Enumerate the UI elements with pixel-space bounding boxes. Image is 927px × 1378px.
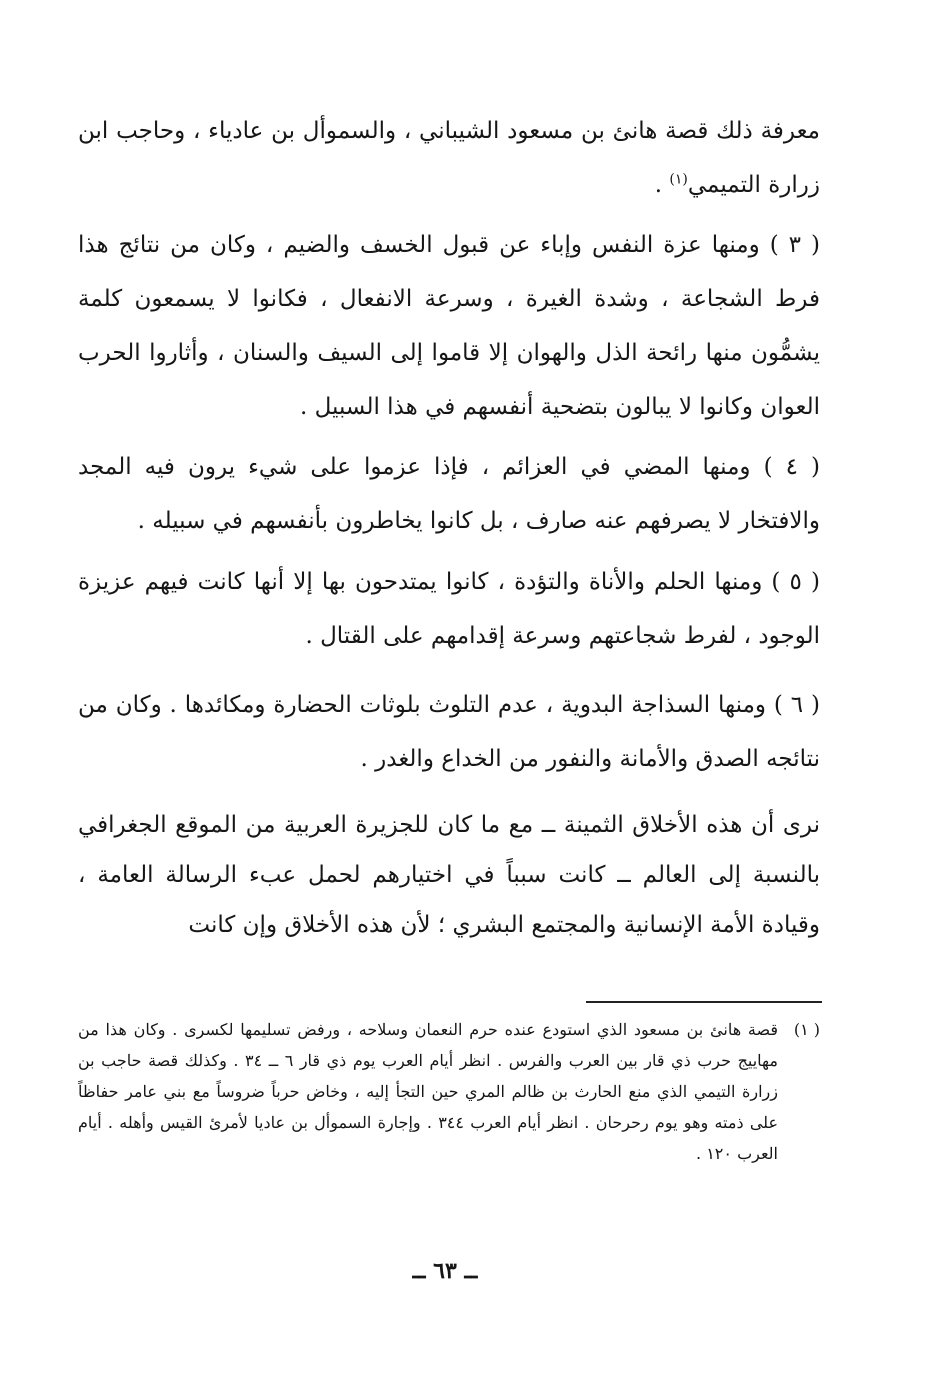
footnote-divider bbox=[586, 1001, 822, 1003]
page-number: ــ ٦٣ ــ bbox=[412, 1258, 478, 1284]
paragraph-1-text: معرفة ذلك قصة هانئ بن مسعود الشيباني ، والسموأل بن عادياء ، وحاجب ابن زرارة التميمي bbox=[78, 118, 820, 198]
paragraph-5-text: ( ٦ ) ومنها السذاجة البدوية ، عدم التلوث بلوثات الحضارة ومكائدها . وكان من نتائجه الصدق والأمانة والنفور من الخداع والغدر . bbox=[78, 692, 820, 772]
footnote-number: ( ١) bbox=[793, 1020, 820, 1039]
footnote-text: قصة هانئ بن مسعود الذي استودع عنده حرم النعمان وسلاحه ، ورفض تسليمها لكسرى . وكان هذا من مهاييج حرب ذي قار بين العرب والفرس . انظر أيام العرب يوم ذي قار ٦ ــ ٣٤ . وكذلك قصة حاجب بن زرارة التيمي الذي منع الحارث بن ظالم المري حين التجأ إليه ، وخاض حرباً ضروساً مع بني عامر حفاظاً على ذمته وهو يوم رحرحان . انظر أيام العرب ٣٤٤ . وإجارة السموأل بن عاديا لأمرئ القيس وأهله . أيام العرب ١٢٠ . bbox=[78, 1020, 779, 1163]
footnote-row bbox=[78, 1014, 820, 1169]
paragraph-6-text: نرى أن هذه الأخلاق الثمينة ــ مع ما كان للجزيرة العربية من الموقع الجغرافي بالنسبة إلى العالم ــ كانت سبباً في اختيارهم لحمل عبء الرسالة العامة ، وقيادة الأمة الإنسانية والمجتمع البشري ؛ لأن هذه الأخلاق وإن كانت bbox=[78, 812, 820, 938]
paragraph-5 bbox=[78, 678, 820, 786]
paragraph-1-end: . bbox=[654, 172, 670, 198]
paragraph-6 bbox=[78, 800, 820, 950]
paragraph-3-text: ( ٤ ) ومنها المضي في العزائم ، فإذا عزموا على شيء يرون فيه المجد والافتخار لا يصرفهم عنه صارف ، بل كانوا يخاطرون بأنفسهم في سبيله . bbox=[78, 454, 820, 534]
paragraph-4-text: ( ٥ ) ومنها الحلم والأناة والتؤدة ، كانوا يمتدحون بها إلا أنها كانت فيهم عزيزة الوجود ، لفرط شجاعتهم وسرعة إقدامهم على القتال . bbox=[78, 569, 820, 649]
footnote-reference: (١) bbox=[669, 171, 688, 188]
paragraph-2-text: ( ٣ ) ومنها عزة النفس وإباء عن قبول الخسف والضيم ، وكان من نتائج هذا فرط الشجاعة ، وشدة الغيرة ، وسرعة الانفعال ، فكانوا لا يسمعون كلمة يشمُّون منها رائحة الذل والهوان إلا قاموا إلى السيف والسنان ، وأثاروا الحرب العوان وكانوا لا يبالون بتضحية أنفسهم في هذا السبيل . bbox=[78, 232, 820, 420]
paragraph-4 bbox=[78, 555, 820, 663]
paragraph-2 bbox=[78, 218, 820, 434]
paragraph-1 bbox=[78, 104, 820, 212]
footnote bbox=[78, 1014, 820, 1169]
paragraph-3 bbox=[78, 440, 820, 548]
